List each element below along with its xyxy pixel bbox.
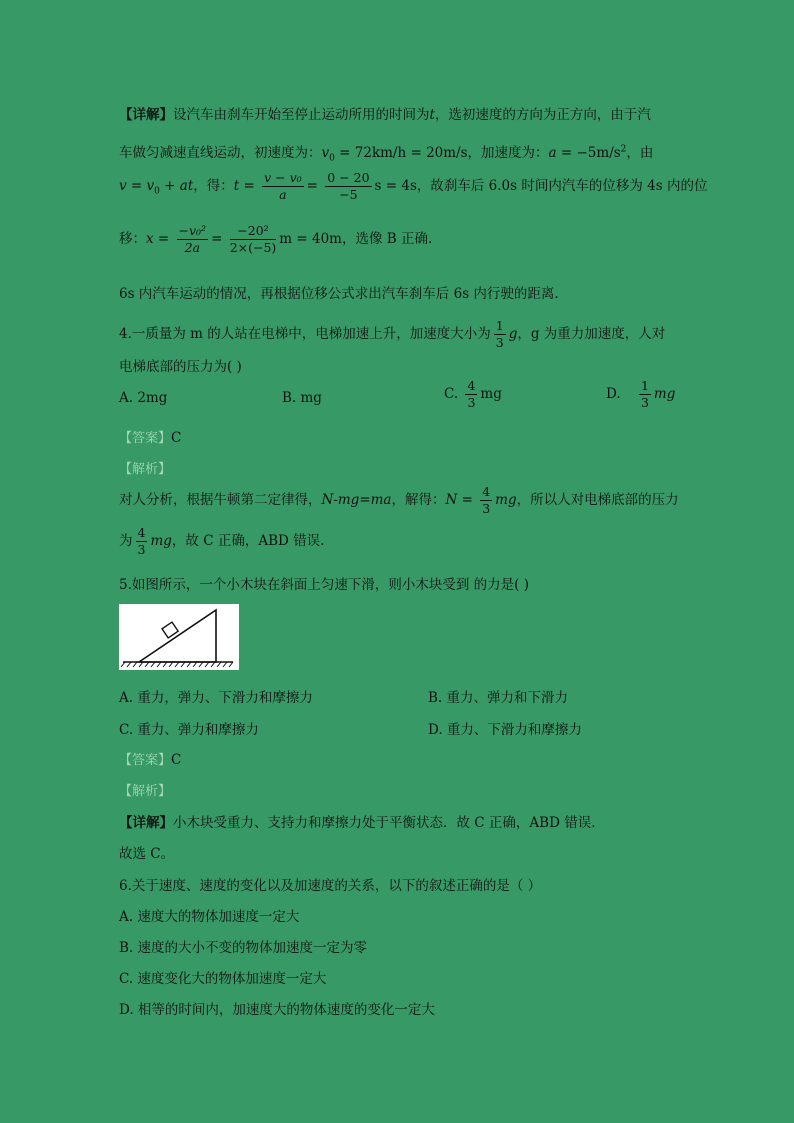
- detail-line-3: $v = v_0$ + at，得：t = $\frac{\text{v − v₀}}{a}$ = $\frac{0 - 20}{-5}$ s = 4s，故刹车后 6.0s 时间内汽车的位移为 4s 内的位: [119, 170, 708, 202]
- fraction: $\frac{\text{−v₀²}}{2a}$: [178, 223, 207, 255]
- q5-detail: 【详解】小木块受重力、支持力和摩擦力处于平衡状态．故 C 正确，ABD 错误．: [119, 815, 605, 831]
- q5-conclusion: 故选 C。: [119, 846, 175, 862]
- q4-explanation-line-1: 对人分析，根据牛顿第二定律得，N-mg=ma，解得：N = $\frac{4}{3}$ mg，所以人对电梯底部的压力: [119, 484, 679, 516]
- fraction: $\frac{0 - 20}{-5}$: [327, 170, 370, 202]
- detail-line-4: 移：x = $\frac{\text{−v₀²}}{2a}$ = $\frac{\text{−20²}}{2\times(-5)}$ m = 40m，选像 B 正确.: [119, 223, 433, 255]
- fraction: $\frac{1}{3}$: [640, 378, 649, 410]
- q5-stem: 5.如图所示，一个小木块在斜面上匀速下滑，则小木块受到 的力是( ): [119, 577, 529, 593]
- incline-figure: [119, 604, 239, 670]
- q6-stem: 6.关于速度、速度的变化以及加速度的关系，以下的叙述正确的是（ ）: [119, 878, 542, 894]
- q5-analysis-tag: 【解析】: [119, 784, 172, 799]
- q6-option-d: D. 相等的时间内，加速度大的物体速度的变化一定大: [119, 1002, 435, 1018]
- q4-explanation-line-2: 为 $\frac{4}{3}$ mg，故 C 正确，ABD 错误.: [119, 525, 325, 557]
- q4-stem-line-1: 4.一质量为 m 的人站在电梯中，电梯加速上升，加速度大小为 $\frac{1}{3}$ g，g 为重力加速度，人对: [119, 318, 666, 350]
- q5-option-b: B. 重力、弹力和下滑力: [428, 690, 569, 706]
- q5-option-a: A. 重力，弹力、下滑力和摩擦力: [119, 690, 313, 706]
- q6-option-c: C. 速度变化大的物体加速度一定大: [119, 971, 327, 987]
- q4-stem-line-2: 电梯底部的压力为( ): [119, 359, 242, 375]
- incline-diagram: [119, 604, 239, 670]
- fraction: $\frac{\text{−20²}}{2\times(-5)}$: [229, 223, 277, 255]
- answer-tag: 【答案】: [119, 431, 172, 446]
- q5-answer: 【答案】C: [119, 752, 182, 768]
- fraction: $\frac{\text{v − v₀}}{a}$: [264, 170, 302, 202]
- q5-option-d: D. 重力、下滑力和摩擦力: [428, 722, 582, 738]
- detail-line-2: 车做匀减速直线运动，初速度为：$v_0 = 72km/h = 20m/s$，加速度为：$a = -5m/s^2$，由: [119, 144, 654, 164]
- q4-answer: 【答案】C: [119, 430, 182, 446]
- detail-line-1: 【详解】设汽车由刹车开始至停止运动所用的时间为t，选初速度的方向为正方向，由于汽: [119, 107, 651, 123]
- q4-option-b: B. mg: [282, 390, 322, 406]
- fraction: $\frac{4}{3}$: [482, 484, 491, 516]
- q5-option-c: C. 重力、弹力和摩擦力: [119, 722, 259, 738]
- summary-line: 6s 内汽车运动的情况，再根据位移公式求出汽车刹车后 6s 内行驶的距离.: [119, 286, 559, 302]
- q4-analysis-tag: 【解析】: [119, 462, 172, 477]
- q4-option-a: A. 2mg: [119, 390, 168, 406]
- q6-option-b: B. 速度的大小不变的物体加速度一定为零: [119, 940, 368, 956]
- fraction: $\frac{4}{3}$: [137, 525, 146, 557]
- detail-tag: 【详解】: [119, 107, 173, 123]
- q4-option-c: C. $\frac{4}{3}$ mg: [444, 378, 502, 410]
- q6-option-a: A. 速度大的物体加速度一定大: [119, 909, 300, 925]
- q4-option-d: D. $\frac{1}{3}$ mg: [606, 378, 676, 410]
- fraction: $\frac{1}{3}$: [495, 318, 504, 350]
- fraction: $\frac{4}{3}$: [467, 378, 476, 410]
